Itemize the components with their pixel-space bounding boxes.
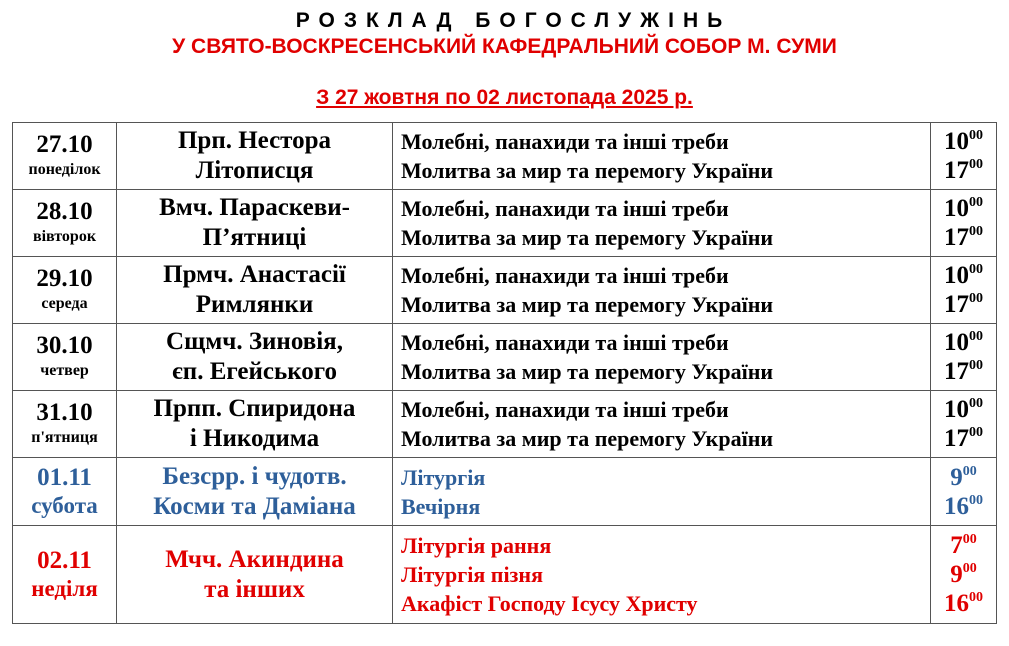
time-minutes: 00	[969, 157, 983, 172]
time-minutes: 00	[969, 492, 983, 508]
time-hour: 17	[944, 224, 969, 251]
time-hour: 17	[944, 291, 969, 318]
date: 28.10	[36, 198, 93, 225]
time-minutes: 00	[969, 358, 983, 373]
time-hour: 10	[944, 128, 969, 155]
schedule-period: З 27 жовтня по 02 листопада 2025 р.	[316, 86, 693, 109]
saint-line: Прпп. Спиридона	[153, 395, 356, 422]
service-time	[931, 463, 996, 492]
date: 30.10	[36, 332, 93, 359]
service-item: Молитва за мир та перемогу України	[401, 359, 774, 384]
service-time	[931, 560, 996, 589]
saint-line: Прмч. Анастасії	[163, 261, 346, 288]
time-hour: 16	[944, 590, 969, 617]
date: 02.11	[37, 546, 92, 574]
time-minutes: 00	[962, 561, 977, 576]
service-time	[931, 395, 996, 424]
saint-line: єп. Егейського	[171, 358, 338, 385]
weekday: неділя	[31, 575, 98, 601]
saint-line: Безсрр. і чудотв.	[162, 462, 347, 490]
saint-cell	[117, 458, 393, 526]
date: 27.10	[36, 131, 93, 158]
saint-line: Косми та Даміана	[153, 492, 356, 520]
saint-cell	[117, 190, 393, 257]
time-hour: 9	[950, 463, 963, 491]
saint-line: та інших	[204, 575, 305, 603]
saint-cell	[117, 257, 393, 324]
saint-cell	[117, 324, 393, 391]
date-cell	[13, 123, 117, 190]
schedule-row	[13, 391, 997, 458]
date-cell	[13, 257, 117, 324]
schedule-table	[12, 122, 997, 624]
time-hour: 16	[944, 492, 969, 520]
date: 29.10	[36, 265, 93, 292]
services-cell	[393, 324, 931, 391]
times-cell	[931, 123, 997, 190]
page-subtitle: У СВЯТО-ВОСКРЕСЕНСЬКИЙ КАФЕДРАЛЬНИЙ СОБОР М. СУМИ	[172, 35, 837, 58]
services-cell	[393, 123, 931, 190]
weekday: п'ятниця	[31, 429, 98, 446]
time-minutes: 00	[969, 425, 983, 440]
date-cell	[13, 391, 117, 458]
service-time	[931, 492, 996, 521]
service-item: Вечірня	[401, 493, 481, 519]
service-time	[931, 589, 996, 618]
service-item: Молитва за мир та перемогу України	[401, 292, 774, 317]
time-minutes: 00	[969, 195, 983, 210]
weekday: четвер	[40, 362, 89, 379]
schedule-row	[13, 324, 997, 391]
date: 31.10	[36, 399, 93, 426]
date-cell	[13, 324, 117, 391]
service-time	[931, 127, 996, 156]
schedule-row	[13, 123, 997, 190]
time-minutes: 00	[969, 128, 983, 143]
schedule-row	[13, 257, 997, 324]
weekday: середа	[41, 295, 88, 312]
date-cell	[13, 526, 117, 624]
services-cell	[393, 257, 931, 324]
time-hour: 7	[950, 532, 963, 559]
date-cell	[13, 190, 117, 257]
page-title: РОЗКЛАД БОГОСЛУЖІНЬ	[295, 9, 732, 32]
service-time	[931, 194, 996, 223]
service-item: Молитва за мир та перемогу України	[401, 426, 774, 451]
time-hour: 17	[944, 358, 969, 385]
saint-line: Мчч. Акиндина	[165, 545, 344, 573]
schedule-row-saturday	[13, 458, 997, 526]
times-cell	[931, 190, 997, 257]
service-item: Літургія	[401, 464, 486, 490]
service-time	[931, 531, 996, 560]
times-cell	[931, 324, 997, 391]
weekday: понеділок	[28, 161, 101, 178]
saint-line: Вмч. Параскеви-	[159, 194, 350, 221]
time-minutes: 00	[969, 590, 983, 605]
service-item: Молебні, панахиди та інші треби	[401, 263, 729, 288]
service-time	[931, 261, 996, 290]
service-time	[931, 328, 996, 357]
saint-line: Римлянки	[195, 291, 314, 318]
date-cell	[13, 458, 117, 526]
service-item: Молебні, панахиди та інші треби	[401, 129, 729, 154]
time-minutes: 00	[969, 396, 983, 411]
service-time	[931, 290, 996, 319]
date: 01.11	[37, 463, 92, 491]
services-cell	[393, 526, 931, 624]
services-cell	[393, 190, 931, 257]
time-hour: 9	[950, 561, 963, 588]
saint-cell	[117, 123, 393, 190]
service-item: Акафіст Господу Ісусу Христу	[401, 591, 698, 616]
weekday: вівторок	[32, 228, 97, 245]
times-cell	[931, 526, 997, 624]
time-hour: 10	[944, 262, 969, 289]
service-item: Молебні, панахиди та інші треби	[401, 196, 729, 221]
services-cell	[393, 458, 931, 526]
time-minutes: 00	[962, 532, 977, 547]
time-minutes: 00	[969, 262, 983, 277]
times-cell	[931, 391, 997, 458]
service-item: Літургія рання	[401, 533, 552, 558]
saint-line: П’ятниці	[202, 224, 307, 251]
saint-cell	[117, 391, 393, 458]
service-time	[931, 424, 996, 453]
time-minutes: 00	[969, 329, 983, 344]
time-hour: 10	[944, 329, 969, 356]
time-hour: 10	[944, 396, 969, 423]
service-item: Молитва за мир та перемогу України	[401, 158, 774, 183]
saint-line: Літописця	[195, 157, 314, 184]
saint-cell	[117, 526, 393, 624]
time-hour: 17	[944, 157, 969, 184]
weekday: субота	[31, 492, 98, 518]
service-item: Літургія пізня	[401, 562, 543, 587]
saint-line: Сщмч. Зиновія,	[166, 328, 343, 355]
schedule-row	[13, 190, 997, 257]
services-cell	[393, 391, 931, 458]
schedule-row-sunday	[13, 526, 997, 624]
service-time	[931, 223, 996, 252]
times-cell	[931, 458, 997, 526]
times-cell	[931, 257, 997, 324]
service-item: Молебні, панахиди та інші треби	[401, 330, 729, 355]
service-item: Молебні, панахиди та інші треби	[401, 397, 729, 422]
service-item: Молитва за мир та перемогу України	[401, 225, 774, 250]
saint-line: і Никодима	[189, 425, 320, 452]
service-time	[931, 357, 996, 386]
saint-line: Прп. Нестора	[177, 127, 332, 154]
time-hour: 10	[944, 195, 969, 222]
time-minutes: 00	[969, 224, 983, 239]
time-hour: 17	[944, 425, 969, 452]
time-minutes: 00	[962, 463, 977, 479]
time-minutes: 00	[969, 291, 983, 306]
service-time	[931, 156, 996, 185]
